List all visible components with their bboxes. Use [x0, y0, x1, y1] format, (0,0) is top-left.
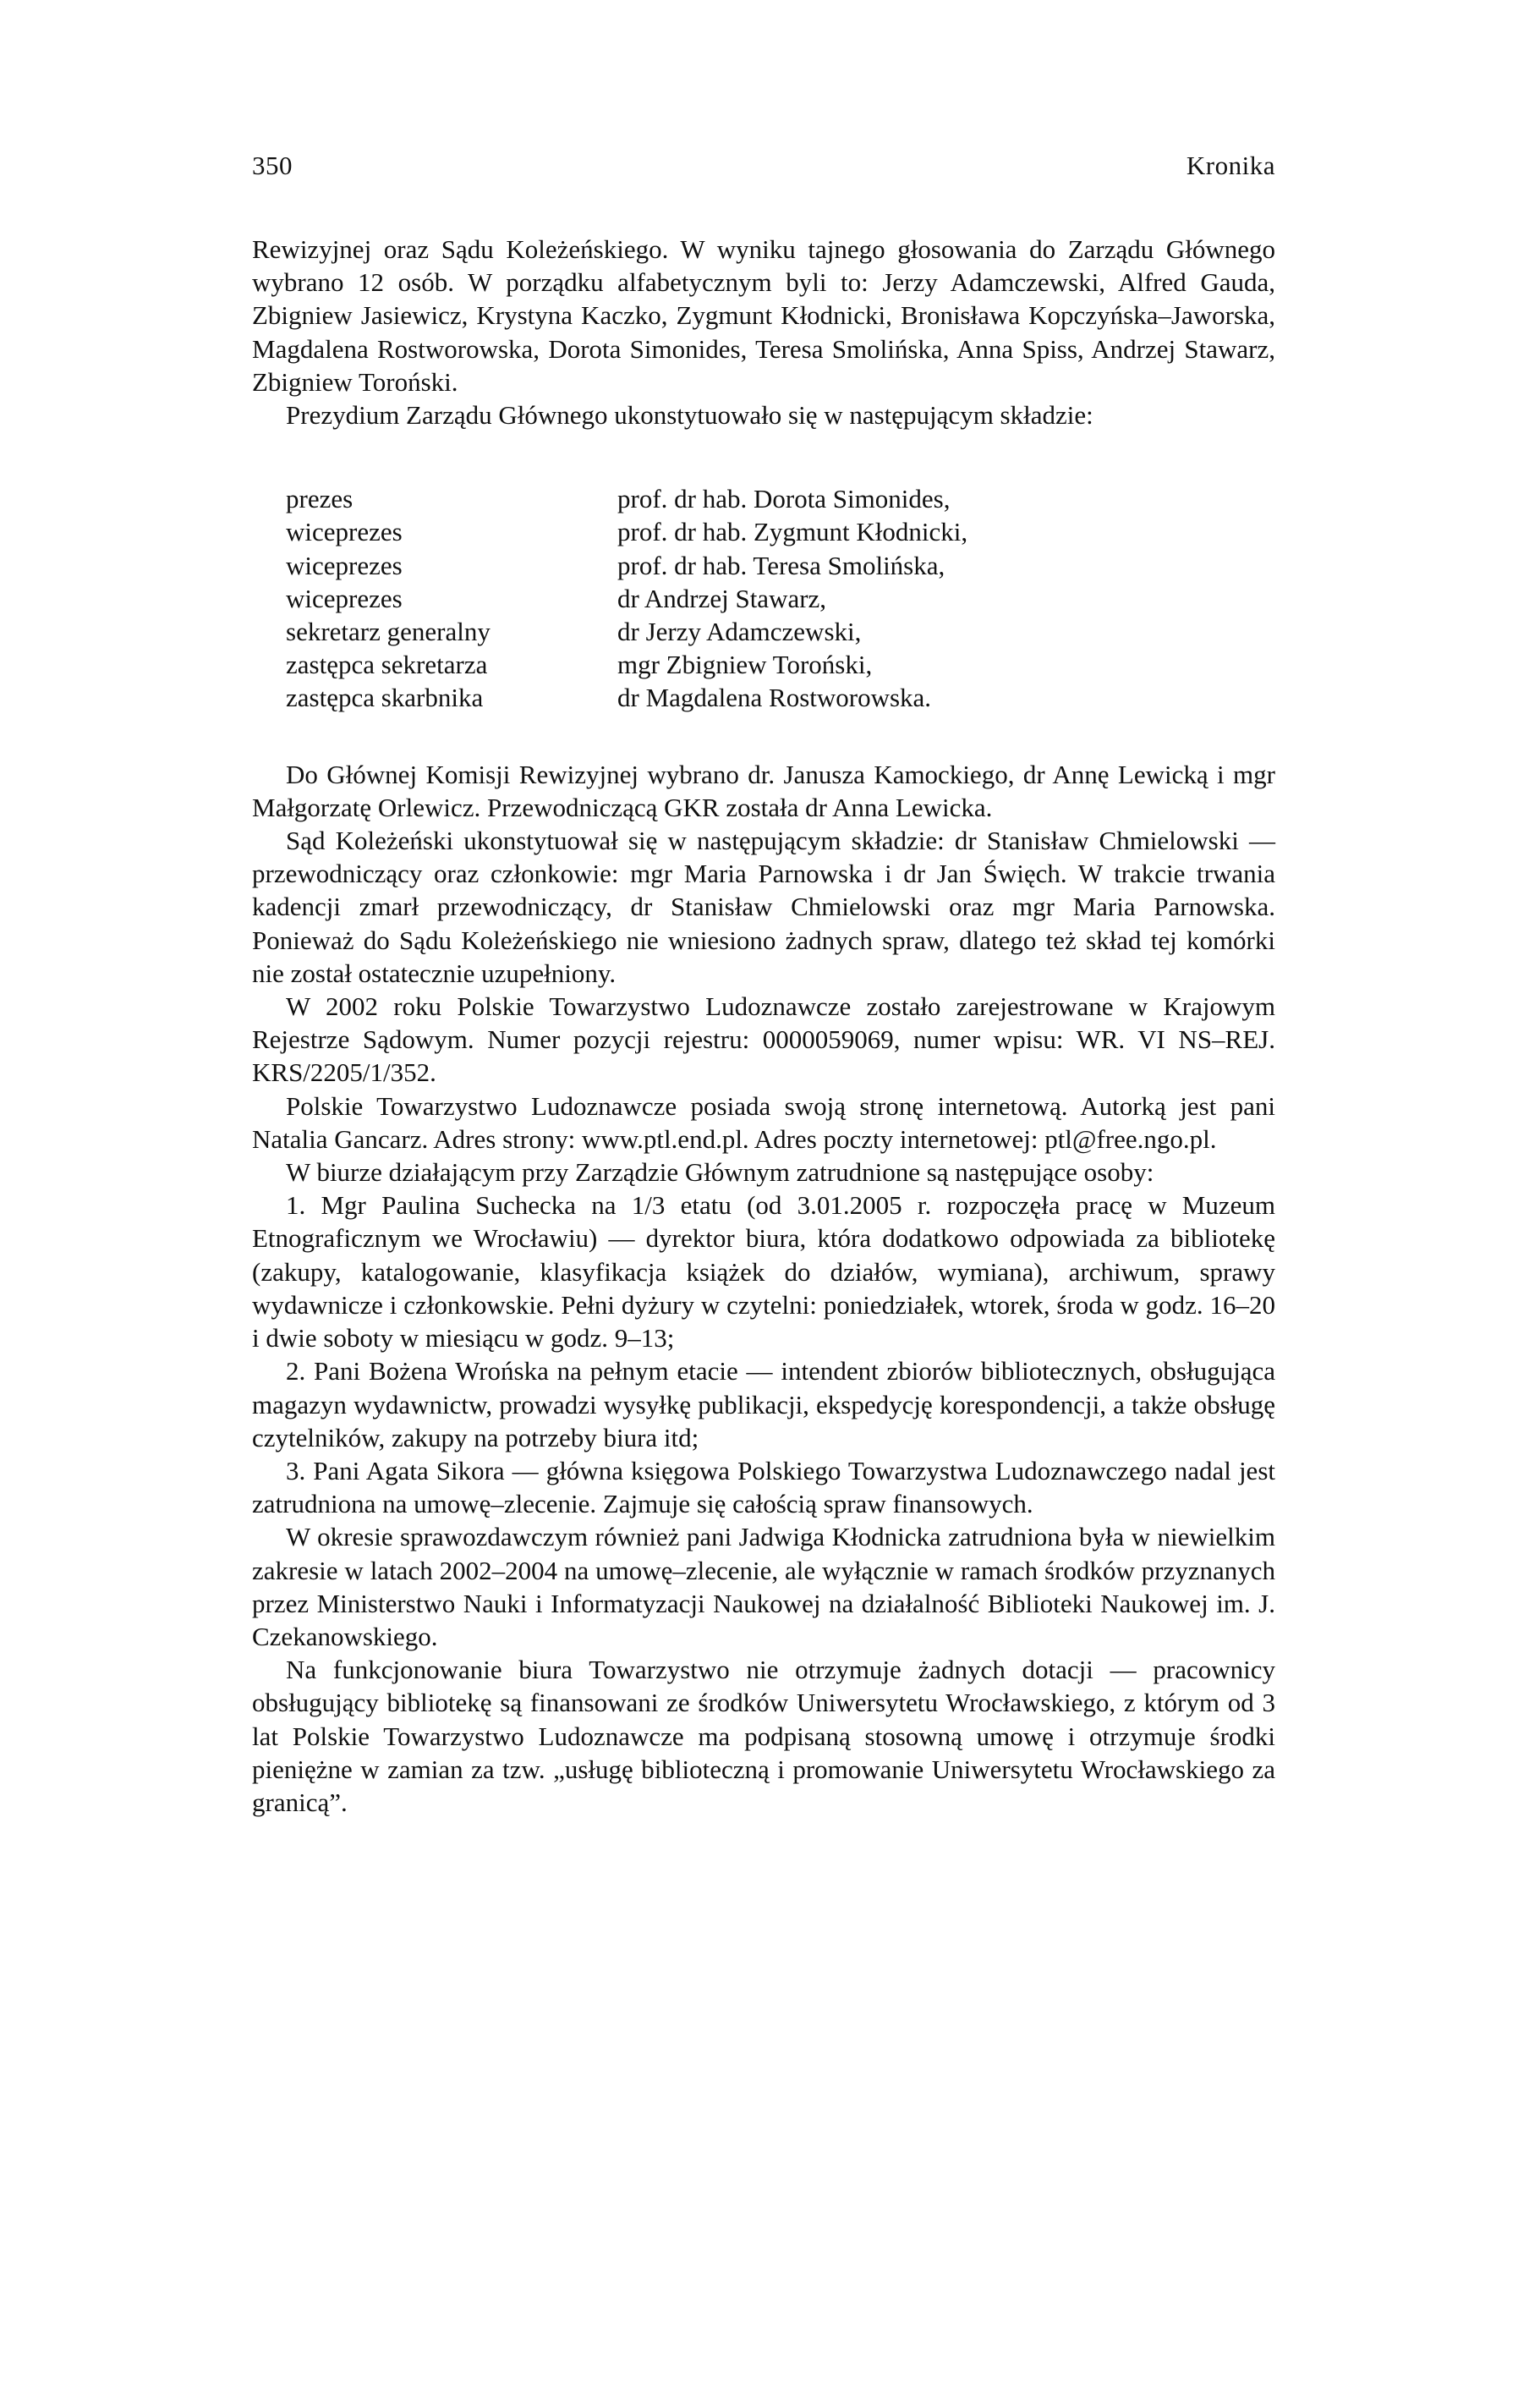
- running-head: Kronika: [1186, 151, 1275, 180]
- presidium-person: dr Magdalena Rostworowska.: [617, 683, 932, 713]
- presidium-role: sekretarz generalny: [286, 617, 490, 647]
- presidium-role: prezes: [286, 484, 353, 514]
- presidium-role: wiceprezes: [286, 583, 403, 613]
- presidium-role: zastępca sekretarza: [286, 650, 488, 680]
- paragraph-registration: W 2002 roku Polskie Towarzystwo Ludoznawcze zostało zarejestrowane w Krajowym Rejestrze Sądowym. Numer pozycji rejestru: 0000059069, numer wpisu: WR. VI NS–REJ. KRS/2205/1/352.: [252, 991, 1275, 1088]
- page-number: 350: [252, 151, 293, 180]
- presidium-person: prof. dr hab. Dorota Simonides,: [617, 484, 951, 514]
- paragraph-office-staff-intro: W biurze działającym przy Zarządzie Głównym zatrudnione są następujące osoby:: [286, 1157, 1154, 1188]
- paragraph-audit-committee: Do Głównej Komisji Rewizyjnej wybrano dr. Janusza Kamockiego, dr Annę Lewicką i mgr Małgorzatę Orlewicz. Przewodniczącą GKR została dr Anna Lewicka.: [252, 759, 1275, 822]
- presidium-intro: Prezydium Zarządu Głównego ukonstytuowało się w następującym składzie:: [286, 400, 1093, 431]
- paragraph-reporting-period: W okresie sprawozdawczym również pani Jadwiga Kłodnicka zatrudniona była w niewielkim zakresie w latach 2002–2004 na umowę–zlecenie, ale wyłącznie w ramach środków przyznanych przez Ministerstwo Nauki i Informatyzacji Naukowej na działalność Biblioteki Naukowej im. J. Czekanowskiego.: [252, 1522, 1275, 1651]
- presidium-person: dr Jerzy Adamczewski,: [617, 617, 862, 647]
- paragraph-staff-1: 1. Mgr Paulina Suchecka na 1/3 etatu (od 3.01.2005 r. rozpoczęła pracę w Muzeum Etnograficznym we Wrocławiu) — dyrektor biura, która dodatkowo odpowiada za bibliotekę (zakupy, katalogowanie, klasyfikacja książek do działów, wymiana), archiwum, sprawy wydawnicze i członkowskie. Pełni dyżury w czytelni: poniedziałek, wtorek, środa w godz. 16–20 i dwie soboty w miesiącu w godz. 9–13;: [252, 1190, 1275, 1353]
- paragraph-office-funding: Na funkcjonowanie biura Towarzystwo nie otrzymuje żadnych dotacji — pracownicy obsługujący bibliotekę są finansowani ze środków Uniwersytetu Wrocławskiego, z którym od 3 lat Polskie Towarzystwo Ludoznawcze ma podpisaną stosowną umowę i otrzymuje środki pieniężne w zamian za tzw. „usługę biblioteczną i promowanie Uniwersytetu Wrocławskiego za granicą”.: [252, 1655, 1275, 1817]
- presidium-person: mgr Zbigniew Toroński,: [617, 650, 873, 680]
- paragraph-staff-2: 2. Pani Bożena Wrońska na pełnym etacie — intendent zbiorów bibliotecznych, obsługująca magazyn wydawnictw, prowadzi wysyłkę publikacji, ekspedycję korespondencji, a także obsługę czytelników, zakupy na potrzeby biura itd;: [252, 1356, 1275, 1452]
- presidium-role: wiceprezes: [286, 517, 403, 547]
- presidium-role: wiceprezes: [286, 550, 403, 580]
- paragraph-peer-court: Sąd Koleżeński ukonstytuował się w następującym składzie: dr Stanisław Chmielowski — przewodniczący oraz członkowie: mgr Maria Parnowska i dr Jan Święch. W trakcie trwania kadencji zmarł przewodniczący, dr Stanisław Chmielowski oraz mgr Maria Parnowska. Ponieważ do Sądu Koleżeńskiego nie wniesiono żadnych spraw, dlatego też skład tej komórki nie został ostatecznie uzupełniony.: [252, 826, 1275, 988]
- presidium-person: prof. dr hab. Zygmunt Kłodnicki,: [617, 517, 968, 547]
- paragraph-staff-3: 3. Pani Agata Sikora — główna księgowa Polskiego Towarzystwa Ludoznawczego nadal jest zatrudniona na umowę–zlecenie. Zajmuje się całością spraw finansowych.: [252, 1455, 1275, 1519]
- page-body: [252, 233, 1275, 1819]
- lead-paragraph: Rewizyjnej oraz Sądu Koleżeńskiego. W wyniku tajnego głosowania do Zarządu Głównego wybrano 12 osób. W porządku alfabetycznym byli to: Jerzy Adamczewski, Alfred Gauda, Zbigniew Jasiewicz, Krystyna Kaczko, Zygmunt Kłodnicki, Bronisława Kopczyńska–Jaworska, Magdalena Rostworowska, Dorota Simonides, Teresa Smolińska, Anna Spiss, Andrzej Stawarz, Zbigniew Toroński.: [252, 234, 1275, 397]
- presidium-role: zastępca skarbnika: [286, 683, 484, 713]
- presidium-person: prof. dr hab. Teresa Smolińska,: [617, 550, 945, 580]
- page-header: [252, 151, 1275, 181]
- presidium-list: [286, 482, 1275, 714]
- presidium-person: dr Andrzej Stawarz,: [617, 583, 827, 613]
- paragraph-website: Polskie Towarzystwo Ludoznawcze posiada swoją stronę internetową. Autorką jest pani Natalia Gancarz. Adres strony: www.ptl.end.pl. Adres poczty internetowej: ptl@free.ngo.pl.: [252, 1090, 1275, 1154]
